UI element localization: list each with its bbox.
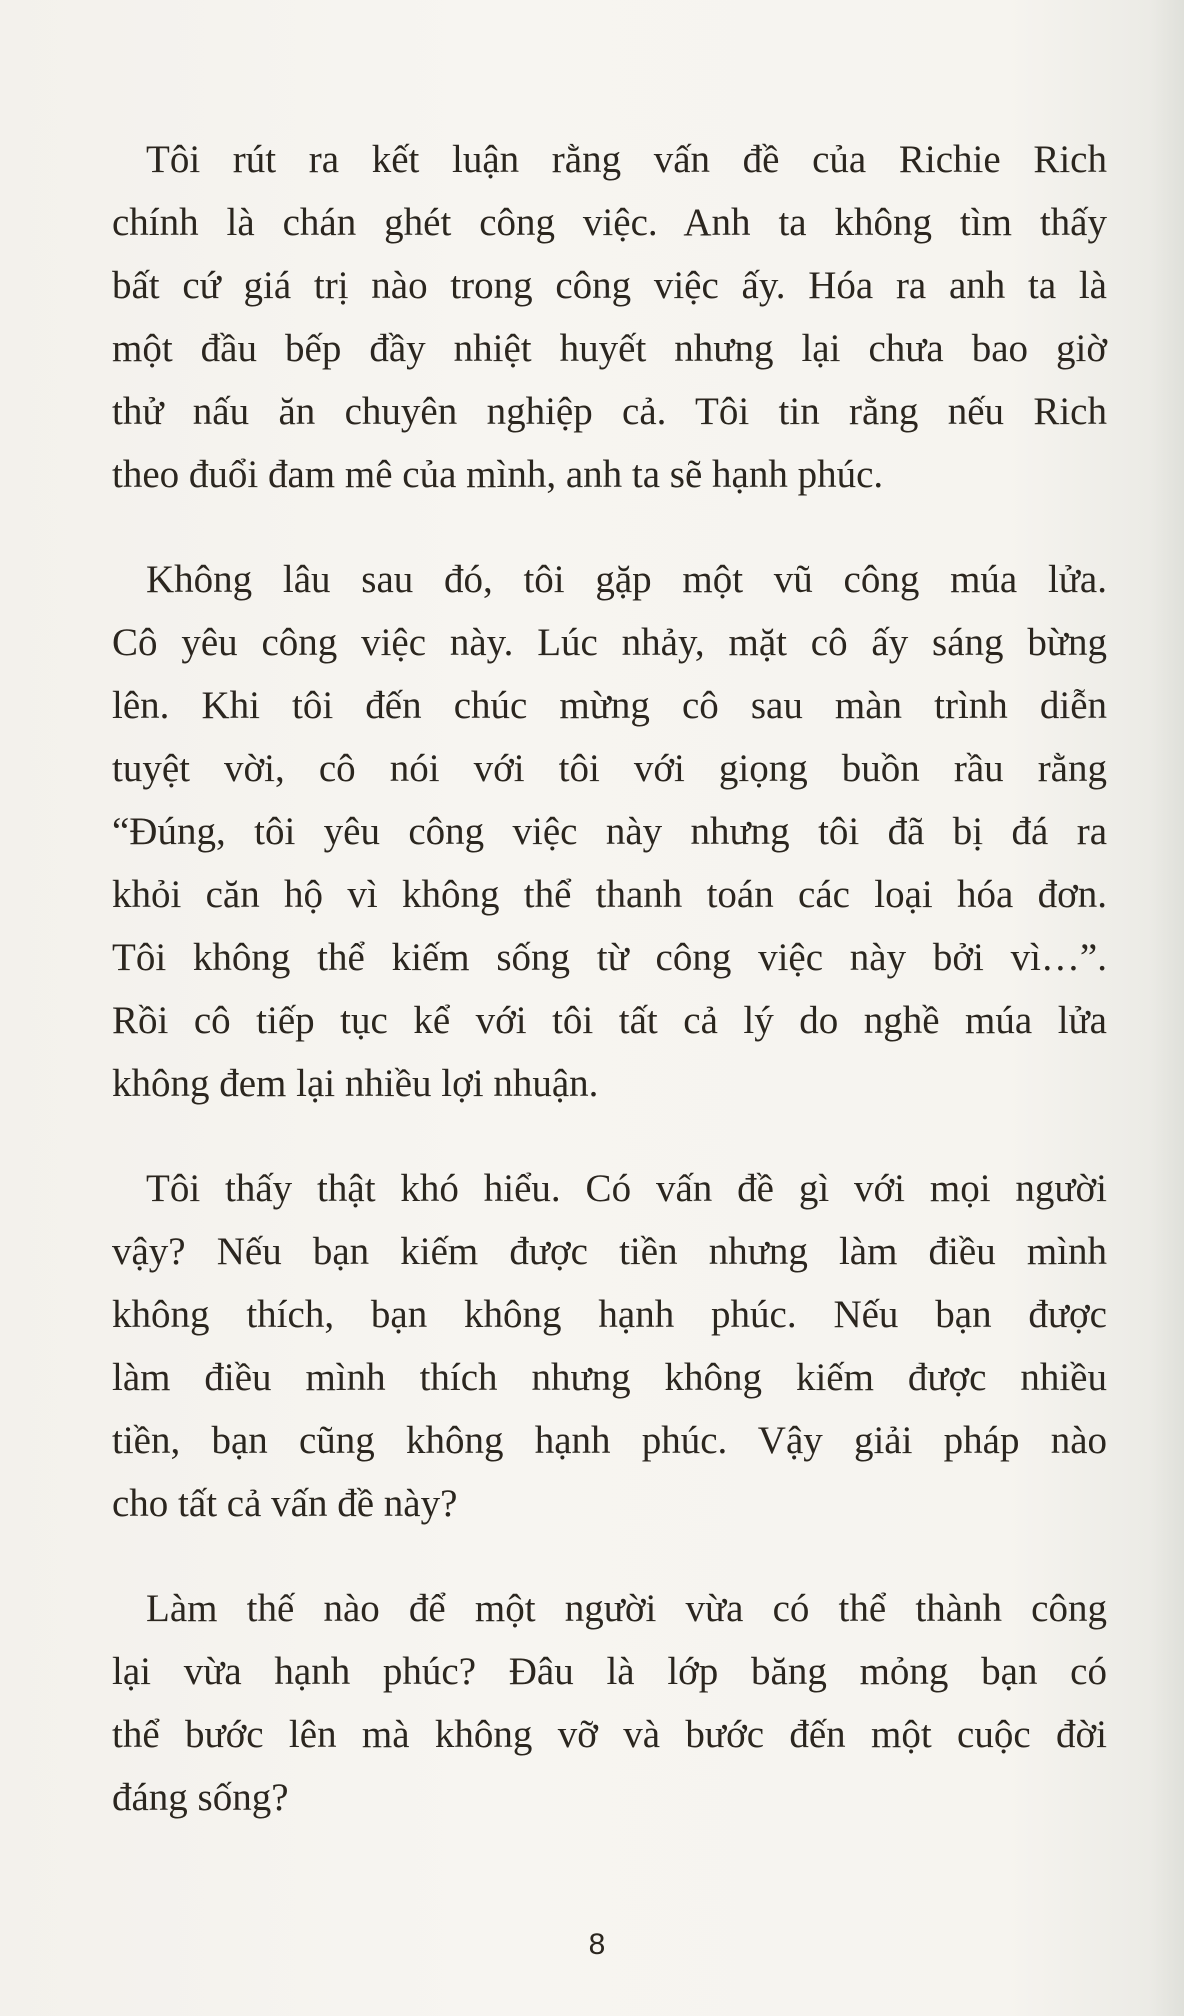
text-line: Làm thế nào để một người vừa có thể thành công	[146, 1587, 1107, 1630]
text-line: Tôi rút ra kết luận rằng vấn đề của Richie Rich	[146, 138, 1107, 181]
text-line: lại vừa hạnh phúc? Đâu là lớp băng mỏng bạn có	[112, 1650, 1107, 1693]
text-line: thử nấu ăn chuyên nghiệp cả. Tôi tin rằng nếu Rich	[112, 390, 1107, 433]
text-line: Rồi cô tiếp tục kể với tôi tất cả lý do nghề múa lửa	[112, 999, 1107, 1042]
paragraph	[112, 1577, 1107, 1829]
text-line: vậy? Nếu bạn kiếm được tiền nhưng làm điều mình	[112, 1230, 1107, 1273]
text-line: bất cứ giá trị nào trong công việc ấy. Hóa ra anh ta là	[112, 264, 1107, 307]
book-page-body	[112, 128, 1107, 1871]
text-line: không thích, bạn không hạnh phúc. Nếu bạn được	[112, 1293, 1107, 1336]
text-line: “Đúng, tôi yêu công việc này nhưng tôi đã bị đá ra	[112, 810, 1107, 853]
text-line: tuyệt vời, cô nói với tôi với giọng buồn rầu rằng	[112, 747, 1107, 790]
text-line: Cô yêu công việc này. Lúc nhảy, mặt cô ấy sáng bừng	[112, 621, 1107, 664]
text-line: Tôi thấy thật khó hiểu. Có vấn đề gì với mọi người	[146, 1167, 1107, 1210]
text-line: theo đuổi đam mê của mình, anh ta sẽ hạnh phúc.	[112, 453, 884, 496]
text-line: không đem lại nhiều lợi nhuận.	[112, 1062, 599, 1105]
paragraph	[112, 1157, 1107, 1535]
text-line: chính là chán ghét công việc. Anh ta không tìm thấy	[112, 201, 1107, 244]
paragraph	[112, 548, 1107, 1115]
text-line: Tôi không thể kiếm sống từ công việc này bởi vì…”.	[112, 936, 1107, 979]
paragraph	[112, 128, 1107, 506]
text-line: lên. Khi tôi đến chúc mừng cô sau màn trình diễn	[112, 684, 1107, 727]
text-line: tiền, bạn cũng không hạnh phúc. Vậy giải pháp nào	[112, 1419, 1107, 1462]
text-line: khỏi căn hộ vì không thể thanh toán các loại hóa đơn.	[112, 873, 1107, 916]
text-line: Không lâu sau đó, tôi gặp một vũ công múa lửa.	[146, 558, 1107, 601]
text-line: một đầu bếp đầy nhiệt huyết nhưng lại chưa bao giờ	[112, 327, 1107, 370]
text-line: làm điều mình thích nhưng không kiếm được nhiều	[112, 1356, 1107, 1399]
page-number: 8	[588, 1928, 606, 1961]
text-line: đáng sống?	[112, 1776, 289, 1819]
text-line: thể bước lên mà không vỡ và bước đến một cuộc đời	[112, 1713, 1107, 1756]
text-line: cho tất cả vấn đề này?	[112, 1482, 458, 1525]
